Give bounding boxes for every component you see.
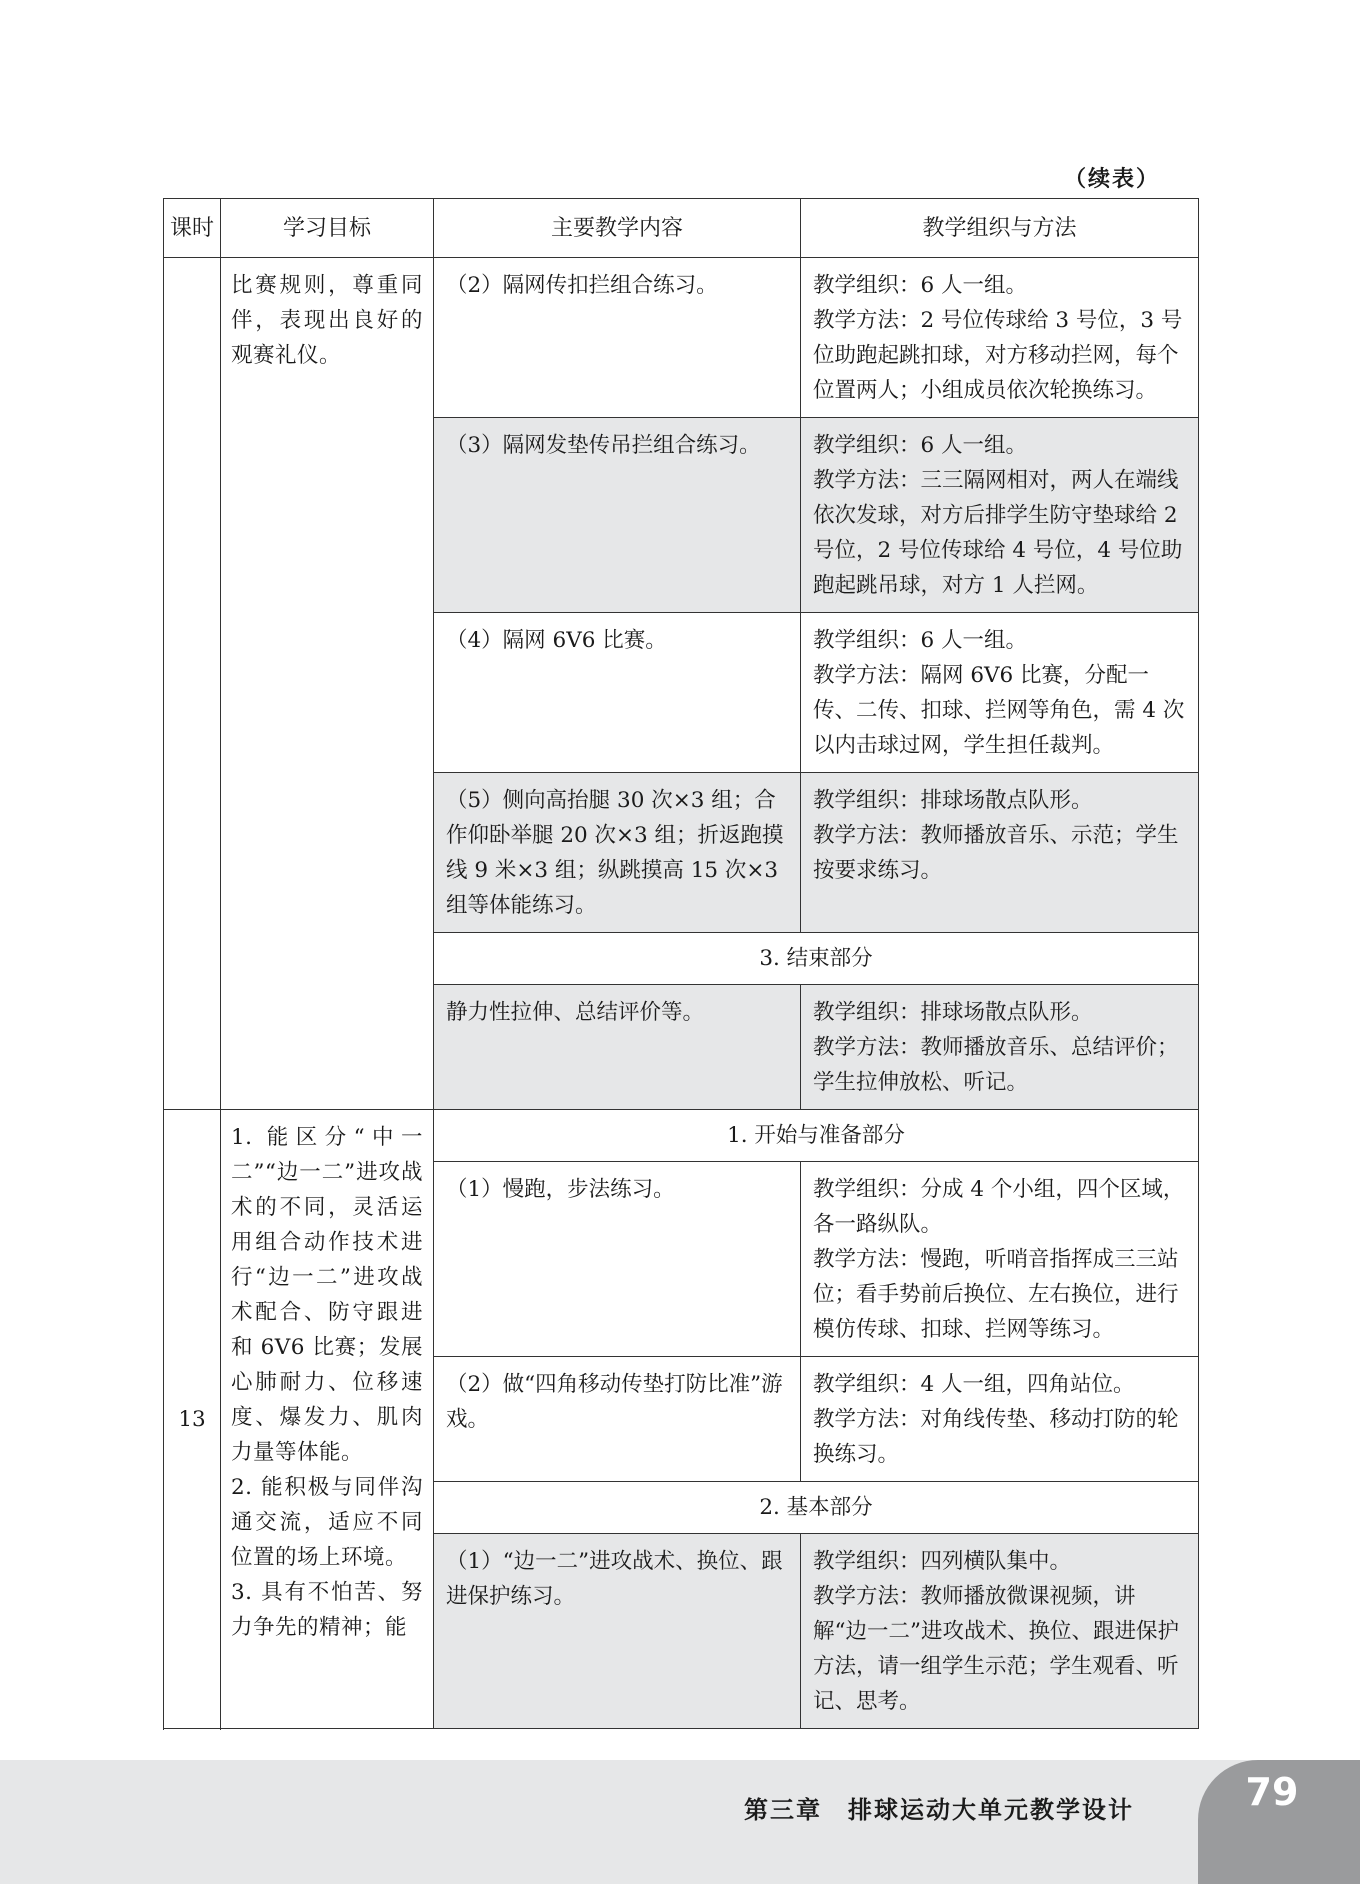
header-content: 主要教学内容 <box>434 199 801 258</box>
method-cell: 教学组织：排球场散点队形。 教学方法：教师播放音乐、示范；学生按要求练习。 <box>801 773 1199 933</box>
content-cell: （2）隔网传扣拦组合练习。 <box>434 258 801 418</box>
method-cell: 教学组织：分成 4 个小组，四个区域，各一路纵队。 教学方法：慢跑，听哨音指挥成三三站位；看手势前后换位、左右换位，进行模仿传球、扣球、拦网等练习。 <box>801 1162 1199 1357</box>
section-heading: 3. 结束部分 <box>434 933 1199 985</box>
content-cell: （5）侧向高抬腿 30 次×3 组；合作仰卧举腿 20 次×3 组；折返跑摸线 9 米×3 组；纵跳摸高 15 次×3 组等体能练习。 <box>434 773 801 933</box>
content-cell: （1）慢跑，步法练习。 <box>434 1162 801 1357</box>
goal-cell: 1. 能区分“中一二”“边一二”进攻战术的不同，灵活运用组合动作技术进行“边一二”进攻战术配合、防守跟进和 6V6 比赛；发展心肺耐力、位移速度、爆发力、肌肉力量等体能。 2. 能积极与同伴沟通交流，适应不同位置的场上环境。 3. 具有不怕苦、努力争先的精神；能 <box>221 1110 434 1729</box>
content-cell: 静力性拉伸、总结评价等。 <box>434 985 801 1110</box>
content-cell: （1）“边一二”进攻战术、换位、跟进保护练习。 <box>434 1534 801 1729</box>
table-header-row <box>164 199 1199 258</box>
chapter-title: 第三章 排球运动大单元教学设计 <box>744 1796 1134 1824</box>
method-cell: 教学组织：4 人一组，四角站位。 教学方法：对角线传垫、移动打防的轮换练习。 <box>801 1357 1199 1482</box>
method-cell: 教学组织：6 人一组。 教学方法：隔网 6V6 比赛，分配一传、二传、扣球、拦网等角色，需 4 次以内击球过网，学生担任裁判。 <box>801 613 1199 773</box>
lesson-plan-table <box>163 198 1199 1729</box>
section-heading: 1. 开始与准备部分 <box>434 1110 1199 1162</box>
content-cell: （2）做“四角移动传垫打防比准”游戏。 <box>434 1357 801 1482</box>
continued-label: （续表） <box>1063 167 1160 192</box>
section-row <box>164 1110 1199 1162</box>
page-number: 79 <box>1245 1770 1299 1814</box>
method-cell: 教学组织：6 人一组。 教学方法：三三隔网相对，两人在端线依次发球，对方后排学生防守垫球给 2 号位，2 号位传球给 4 号位，4 号位助跑起跳吊球，对方 1 人拦网。 <box>801 418 1199 613</box>
page-footer <box>0 1760 1360 1884</box>
method-cell: 教学组织：排球场散点队形。 教学方法：教师播放音乐、总结评价；学生拉伸放松、听记。 <box>801 985 1199 1110</box>
content-cell: （3）隔网发垫传吊拦组合练习。 <box>434 418 801 613</box>
content-cell: （4）隔网 6V6 比赛。 <box>434 613 801 773</box>
goal-cell: 比赛规则，尊重同伴，表现出良好的观赛礼仪。 <box>221 258 434 1110</box>
method-cell: 教学组织：6 人一组。 教学方法：2 号位传球给 3 号位，3 号位助跑起跳扣球，对方移动拦网，每个位置两人；小组成员依次轮换练习。 <box>801 258 1199 418</box>
header-method: 教学组织与方法 <box>801 199 1199 258</box>
section-heading: 2. 基本部分 <box>434 1482 1199 1534</box>
table-row <box>164 258 1199 418</box>
header-lesson: 课时 <box>164 199 221 258</box>
method-cell: 教学组织：四列横队集中。 教学方法：教师播放微课视频，讲解“边一二”进攻战术、换位、跟进保护方法，请一组学生示范；学生观看、听记、思考。 <box>801 1534 1199 1729</box>
header-goal: 学习目标 <box>221 199 434 258</box>
lesson-cell-blank <box>164 258 221 1110</box>
lesson-number: 13 <box>164 1110 221 1729</box>
